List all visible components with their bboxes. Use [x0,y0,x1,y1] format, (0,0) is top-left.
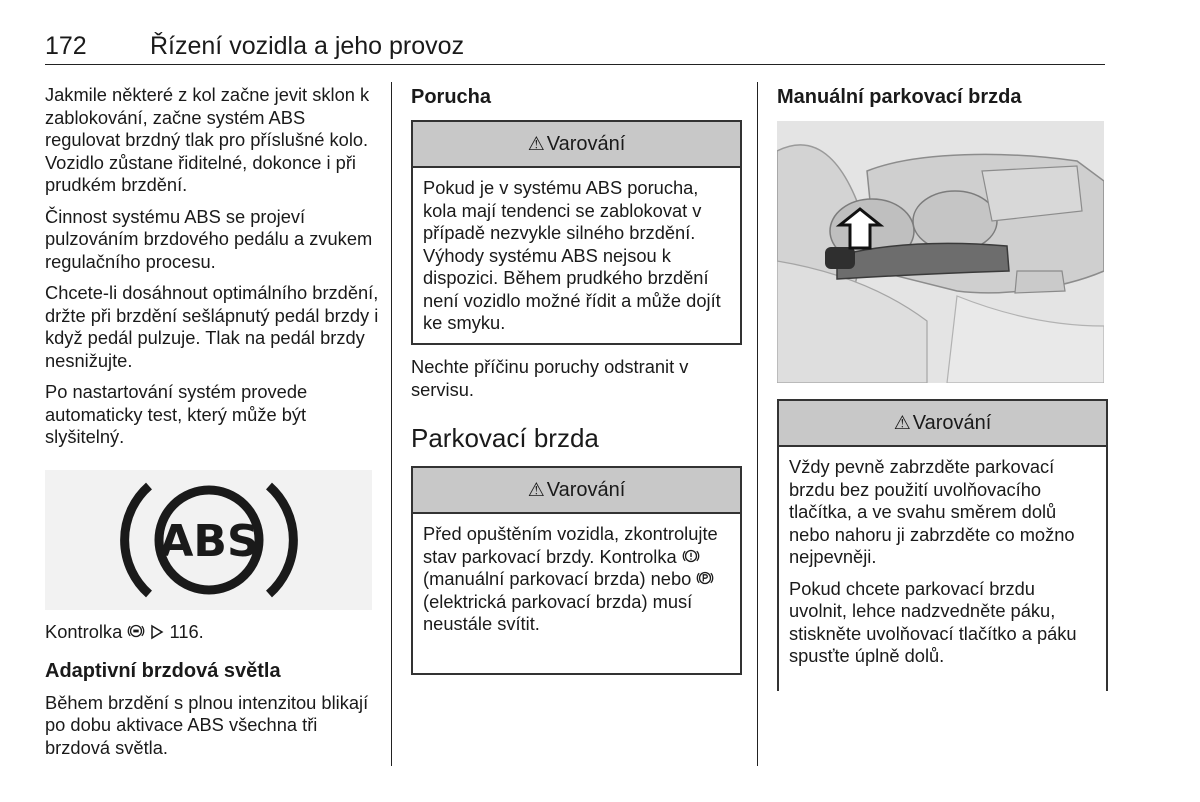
column-divider-1 [391,82,392,766]
paragraph-abs-optimal: Chcete-li dosáhnout optimálního brzdění, držte při brzdění sešlápnutý pedál brzdy i když pedál pulzuje. Tlak na pedál brzdy nesnižujte. [45,282,379,371]
page-reference-arrow-icon [150,624,164,640]
warning-header [779,401,1106,447]
kontrolka-reference [45,621,380,644]
warning-text-apply: Vždy pevně zabrzděte parkovací brzdu bez použití uvolňovacího tlačítka, a ve svahu směrem dolů nebo nahoru ji zabrzděte co možno nejpevněji. [789,456,1075,567]
abs-symbol-icon [45,470,372,610]
warning-triangle-icon: ⚠ [527,133,545,155]
warning-triangle-icon: ⚠ [893,412,911,434]
paragraph-porucha-service: Nechte příčinu poruchy odstranit v servisu. [411,356,689,400]
paragraph-abs-test: Po nastartování systém provede automaticky test, který může být slyšitelný. [45,381,308,447]
warning-body [779,447,1106,668]
heading-adaptive-brake-lights: Adaptivní brzdová světla [45,659,281,682]
parking-brake-lever-illustration [777,121,1104,383]
warning-header [413,468,740,514]
warning-text: Pokud je v systému ABS porucha, kola mají tendenci se zablokovat v případě nezvykle silného brzdění. Výhody systému ABS nejsou k dispozici. Během prudkého brzdění není vozidlo možné řídit a může dojít ke smyku. [423,177,721,333]
column-2-middle [411,356,741,453]
paragraph-adaptive-brake-lights: Během brzdění s plnou intenzitou blikají po dobu aktivace ABS všechna tři brzdová světla. [45,691,369,758]
parking-brake-icon [696,569,714,587]
warning-title: Varování [546,132,626,155]
warning-text-end: (elektrická parkovací brzda) musí neustále svítit. [423,590,693,634]
parking-brake-lever-photo [777,121,1104,383]
warning-text-middle: (manuální parkovací brzda) nebo [423,568,692,589]
paragraph-abs-intro: Jakmile některé z kol začne jevit sklon k zablokování, začne systém ABS regulovat brzdný tlak pro příslušné kolo. Vozidlo zůstane řiditelné, dokonce i při prudkém brzdění. [45,84,370,195]
page-header [45,32,1105,66]
heading-porucha: Porucha [411,86,492,108]
warning-body [413,514,740,636]
heading-parking-brake: Parkovací brzda [411,423,599,453]
kontrolka-page-ref: 116. [169,621,204,642]
warning-header [413,122,740,168]
brake-warning-icon [682,547,700,565]
warning-box-parking-brake [411,466,742,675]
kontrolka-label: Kontrolka [45,621,123,642]
paragraph-abs-pulse: Činnost systému ABS se projeví pulzováním brzdového pedálu a zvukem regulačního procesu. [45,205,373,272]
column-divider-2 [757,82,758,766]
column-3 [777,85,1107,109]
abs-warning-symbol-figure [45,470,372,610]
warning-text-release: Pokud chcete parkovací brzdu uvolnit, lehce nadzvedněte páku, stiskněte uvolňovací tlačítko a páku spusťte úplně dolů. [789,577,1077,666]
abs-small-icon [127,622,145,640]
abs-symbol-text: ABS [159,516,259,567]
warning-title: Varování [546,478,626,501]
column-1-lower [45,621,380,768]
column-2 [411,85,741,109]
warning-box-abs-fault [411,120,742,345]
warning-box-manual-parking-brake [777,399,1108,691]
header-rule [45,64,1105,65]
warning-title: Varování [912,411,992,434]
warning-triangle-icon: ⚠ [527,479,545,501]
page-number: 172 [45,32,87,60]
chapter-title: Řízení vozidla a jeho provoz [150,32,465,60]
heading-manual-parking-brake: Manuální parkovací brzda [777,86,1022,108]
warning-text-start: Před opuštěním vozidla, zkontrolujte stav parkovací brzdy. Kontrolka [423,523,718,567]
column-1 [45,84,380,458]
warning-body [413,168,740,335]
warning-text [423,523,730,636]
